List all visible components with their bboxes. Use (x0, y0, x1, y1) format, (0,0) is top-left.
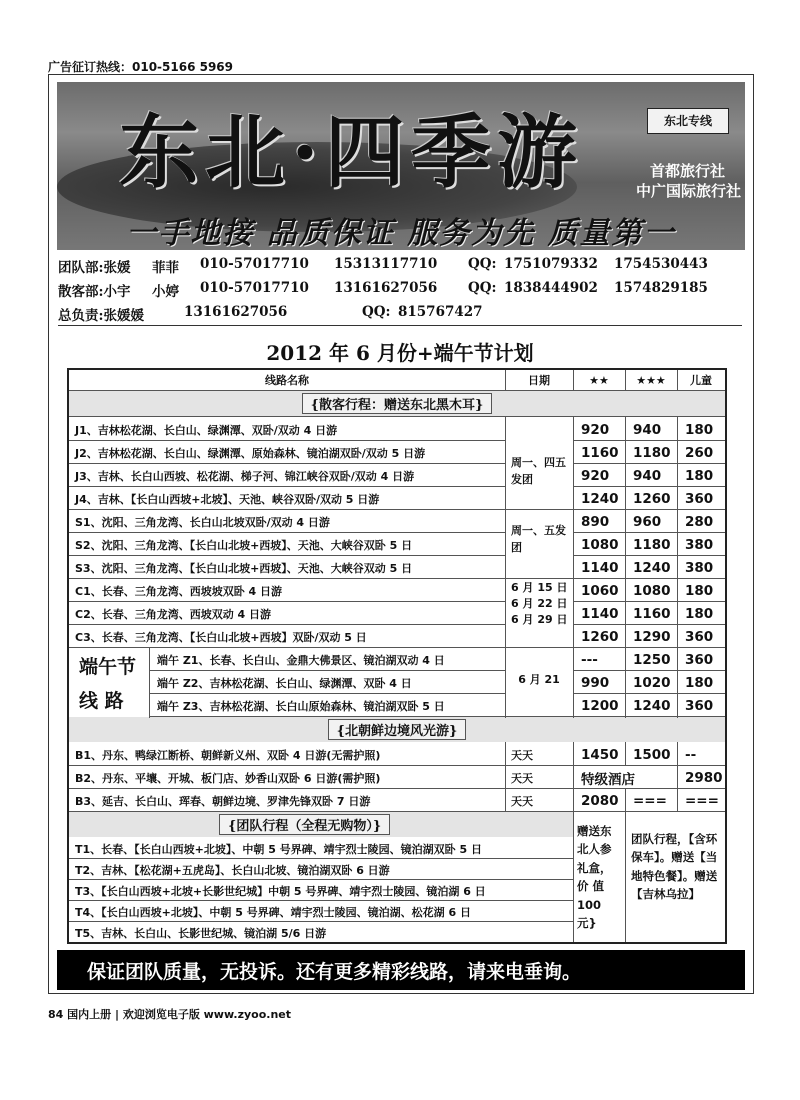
grid-line (677, 416, 678, 718)
price-two-star: 990 (581, 674, 610, 691)
grid-line (625, 812, 626, 942)
section-header (69, 812, 573, 837)
contact-label: 总负责:张媛媛 (58, 308, 144, 324)
grid-line (573, 812, 574, 942)
qq-number: 815767427 (398, 304, 483, 320)
price-child: 360 (685, 628, 714, 645)
price-child: 380 (685, 536, 714, 553)
route-name: T2、吉林、【松花湖+五虎岛】、长白山北坡、镜泊湖双卧 6 日游 (75, 863, 390, 877)
section-label: {散客行程：赠送东北黑木耳} (302, 393, 493, 414)
price-child: 180 (685, 605, 714, 622)
tour-table (67, 368, 727, 944)
contact-phone: 010-57017710 (200, 280, 309, 296)
route-name: S3、沈阳、三角龙湾、【长白山北坡+西坡】、天池、大峡谷双动 5 日 (75, 561, 413, 575)
price-three-star: 1260 (633, 490, 671, 507)
plan-title: 2012 年 6 月份+端午节计划 (266, 341, 534, 365)
price-child: 360 (685, 490, 714, 507)
contact-name: 菲菲 (152, 260, 179, 276)
route-name: B2、丹东、平壤、开城、板门店、妙香山双卧 6 日游(需护照) (75, 771, 381, 785)
price-two-star: 1240 (581, 490, 619, 507)
price-three-star: 1020 (633, 674, 671, 691)
price-three-star: 1240 (633, 697, 671, 714)
dragon-boat-label: 端午节 (79, 656, 137, 678)
date-z: 6 月 21 (518, 673, 560, 686)
route-name: C1、长春、三角龙湾、西坡坡双卧 4 日游 (75, 584, 283, 598)
divider (58, 325, 742, 326)
section-header (69, 717, 725, 742)
qq-label: QQ: (362, 304, 391, 320)
section-label: {团队行程（全程无购物）} (219, 814, 390, 835)
route-name: T4、【长白山西坡+北坡】、中朝 5 号界碑、靖宇烈士陵园、镜泊湖、松花湖 6 日 (75, 905, 471, 919)
grid-line (625, 742, 626, 765)
route-name: J2、吉林松花湖、长白山、绿渊潭、原始森林、镜泊湖双卧/双动 5 日游 (75, 446, 426, 460)
price-child: 180 (685, 421, 714, 438)
route-name: T5、吉林、长白山、长影世纪城、镜泊湖 5/6 日游 (75, 926, 327, 940)
grid-line (573, 416, 574, 718)
qq-number: 1574829185 (614, 280, 708, 296)
route-name: T3、【长白山西坡+北坡+长影世纪城】中朝 5 号界碑、靖宇烈士陵园、镜泊湖 6 日 (75, 884, 486, 898)
grid-line (149, 648, 150, 718)
price-two-star: --- (581, 651, 598, 668)
price-two-star: 1060 (581, 582, 619, 599)
qq-label: QQ: (468, 280, 497, 296)
price-two-star: 920 (581, 467, 610, 484)
qq-number: 1754530443 (614, 256, 708, 272)
price-child: 2980 (685, 769, 723, 786)
header-date: 日期 (528, 374, 550, 387)
section-header (69, 391, 725, 416)
qq-number: 1838444902 (504, 280, 598, 296)
price-child: 360 (685, 697, 714, 714)
price-child: 180 (685, 467, 714, 484)
grid-line (625, 370, 626, 391)
banner-tag: 东北专线 (647, 108, 729, 134)
page-footer: 84 国内上册 | 欢迎浏览电子版 www.zyoo.net (48, 1008, 292, 1021)
price-child: 360 (685, 651, 714, 668)
route-date: 天天 (511, 771, 533, 785)
date-s: 周一、五发团 (511, 524, 566, 555)
agency-name: 首都旅行社 (649, 162, 725, 180)
price-three-star: 1290 (633, 628, 671, 645)
price-two-star: 1080 (581, 536, 619, 553)
price-three-star: 1180 (633, 444, 671, 461)
price-three-star: 1240 (633, 559, 671, 576)
header-child: 儿童 (690, 374, 712, 387)
qq-number: 1751079332 (504, 256, 598, 272)
contact-name: 小婷 (152, 284, 179, 300)
price-two-star: 890 (581, 513, 610, 530)
route-name: S2、沈阳、三角龙湾、【长白山北坡+西坡】、天池、大峡谷双卧 5 日 (75, 538, 413, 552)
team-gift: 赠送东北人参礼盒，价 值 100 元} (577, 824, 612, 930)
grid-line (505, 742, 506, 812)
ad-hotline: 广告征订热线：010-5166 5969 (48, 60, 234, 74)
price-two-star: 1140 (581, 605, 619, 622)
route-name: C3、长春、三角龙湾、【长白山北坡+西坡】双卧/双动 5 日 (75, 630, 367, 644)
header-two-star: ★★ (589, 373, 609, 387)
price-child: 260 (685, 444, 714, 461)
contact-mobile: 13161627056 (184, 304, 288, 320)
grid-line (573, 742, 574, 812)
route-name: J1、吉林松花湖、长白山、绿渊潭、双卧/双动 4 日游 (75, 423, 338, 437)
price-two-star: 1450 (581, 746, 619, 763)
price-two-star: 1260 (581, 628, 619, 645)
price-child: 180 (685, 674, 714, 691)
contact-label: 散客部:小宇 (58, 284, 131, 300)
price-three-star: 940 (633, 467, 662, 484)
price-three-star: 1180 (633, 536, 671, 553)
price-two-star: 1140 (581, 559, 619, 576)
grid-line (505, 370, 506, 391)
banner (57, 82, 745, 250)
route-name: T1、长春、【长白山西坡+北坡】、中朝 5 号界碑、靖宇烈士陵园、镜泊湖双卧 5 日 (75, 842, 482, 856)
price-child: === (685, 792, 719, 809)
grid-line (69, 416, 725, 417)
header-route: 线路名称 (265, 374, 309, 387)
price-two-star: 1160 (581, 444, 619, 461)
grid-line (573, 370, 574, 391)
route-name: 端午 Z2、吉林松花湖、长白山、绿渊潭、双卧 4 日 (157, 676, 412, 690)
contact-mobile: 13161627056 (334, 280, 438, 296)
grid-line (677, 370, 678, 391)
grid-line (149, 716, 725, 717)
route-name: C2、长春、三角龙湾、西坡双动 4 日游 (75, 607, 272, 621)
route-name: 端午 Z3、吉林松花湖、长白山原始森林、镜泊湖双卧 5 日 (157, 699, 445, 713)
grid-line (625, 416, 626, 718)
date-c: 6 月 15 日 6 月 22 日 6 月 29 日 (511, 581, 568, 626)
banner-title: 东北·四季游 (119, 105, 583, 199)
grid-line (69, 390, 725, 391)
price-two-star: 2080 (581, 792, 619, 809)
price-child: -- (685, 746, 697, 763)
dragon-boat-label: 线 路 (79, 690, 124, 712)
price-child: 180 (685, 582, 714, 599)
price-child: 280 (685, 513, 714, 530)
route-name: B1、丹东、鸭绿江断桥、朝鲜新义州、双卧 4 日游(无需护照) (75, 748, 381, 762)
price-three-star: 1250 (633, 651, 671, 668)
route-name: S1、沈阳、三角龙湾、长白山北坡双卧/双动 4 日游 (75, 515, 330, 529)
grid-line (69, 811, 725, 812)
price-three-star: 1500 (633, 746, 671, 763)
team-note: 团队行程，【含环保车】。赠送【当地特色餐】。赠送【吉林乌拉】 (631, 832, 718, 902)
grid-line (677, 742, 678, 812)
price-two-star: 920 (581, 421, 610, 438)
price-three-star: 940 (633, 421, 662, 438)
qq-label: QQ: (468, 256, 497, 272)
header-three-star: ★★★ (636, 373, 666, 387)
contact-mobile: 15313117710 (334, 256, 438, 272)
grid-line (625, 788, 626, 812)
route-name: J4、吉林、【长白山西坡+北坡】、天池、峡谷双卧/双动 5 日游 (75, 492, 380, 506)
agency-name: 中广国际旅行社 (635, 182, 741, 200)
price-three-star: === (633, 792, 667, 809)
price-two-star: 1200 (581, 697, 619, 714)
price-three-star: 960 (633, 513, 662, 530)
price-three-star: 1160 (633, 605, 671, 622)
route-name: B3、延吉、长白山、珲春、朝鲜边境、罗津先锋双卧 7 日游 (75, 794, 371, 808)
hotel-note: 特级酒店 (581, 771, 635, 788)
date-j: 周一、四五发团 (511, 456, 566, 487)
price-child: 380 (685, 559, 714, 576)
route-date: 天天 (511, 794, 533, 808)
route-date: 天天 (511, 748, 533, 762)
grid-line (505, 416, 506, 718)
contact-phone: 010-57017710 (200, 256, 309, 272)
route-name: 端午 Z1、长春、长白山、金鼎大佛景区、镜泊湖双动 4 日 (157, 653, 445, 667)
contact-label: 团队部:张媛 (58, 260, 131, 276)
section-label: {北朝鲜边境风光游} (328, 719, 467, 740)
price-three-star: 1080 (633, 582, 671, 599)
banner-slogan: 一手地接 品质保证 服务为先 质量第一 (126, 216, 676, 250)
footer-slogan: 保证团队质量，无投诉。还有更多精彩线路，请来电垂询。 (57, 950, 745, 990)
route-name: J3、吉林、长白山西坡、松花湖、梯子河、锦江峡谷双卧/双动 4 日游 (75, 469, 415, 483)
